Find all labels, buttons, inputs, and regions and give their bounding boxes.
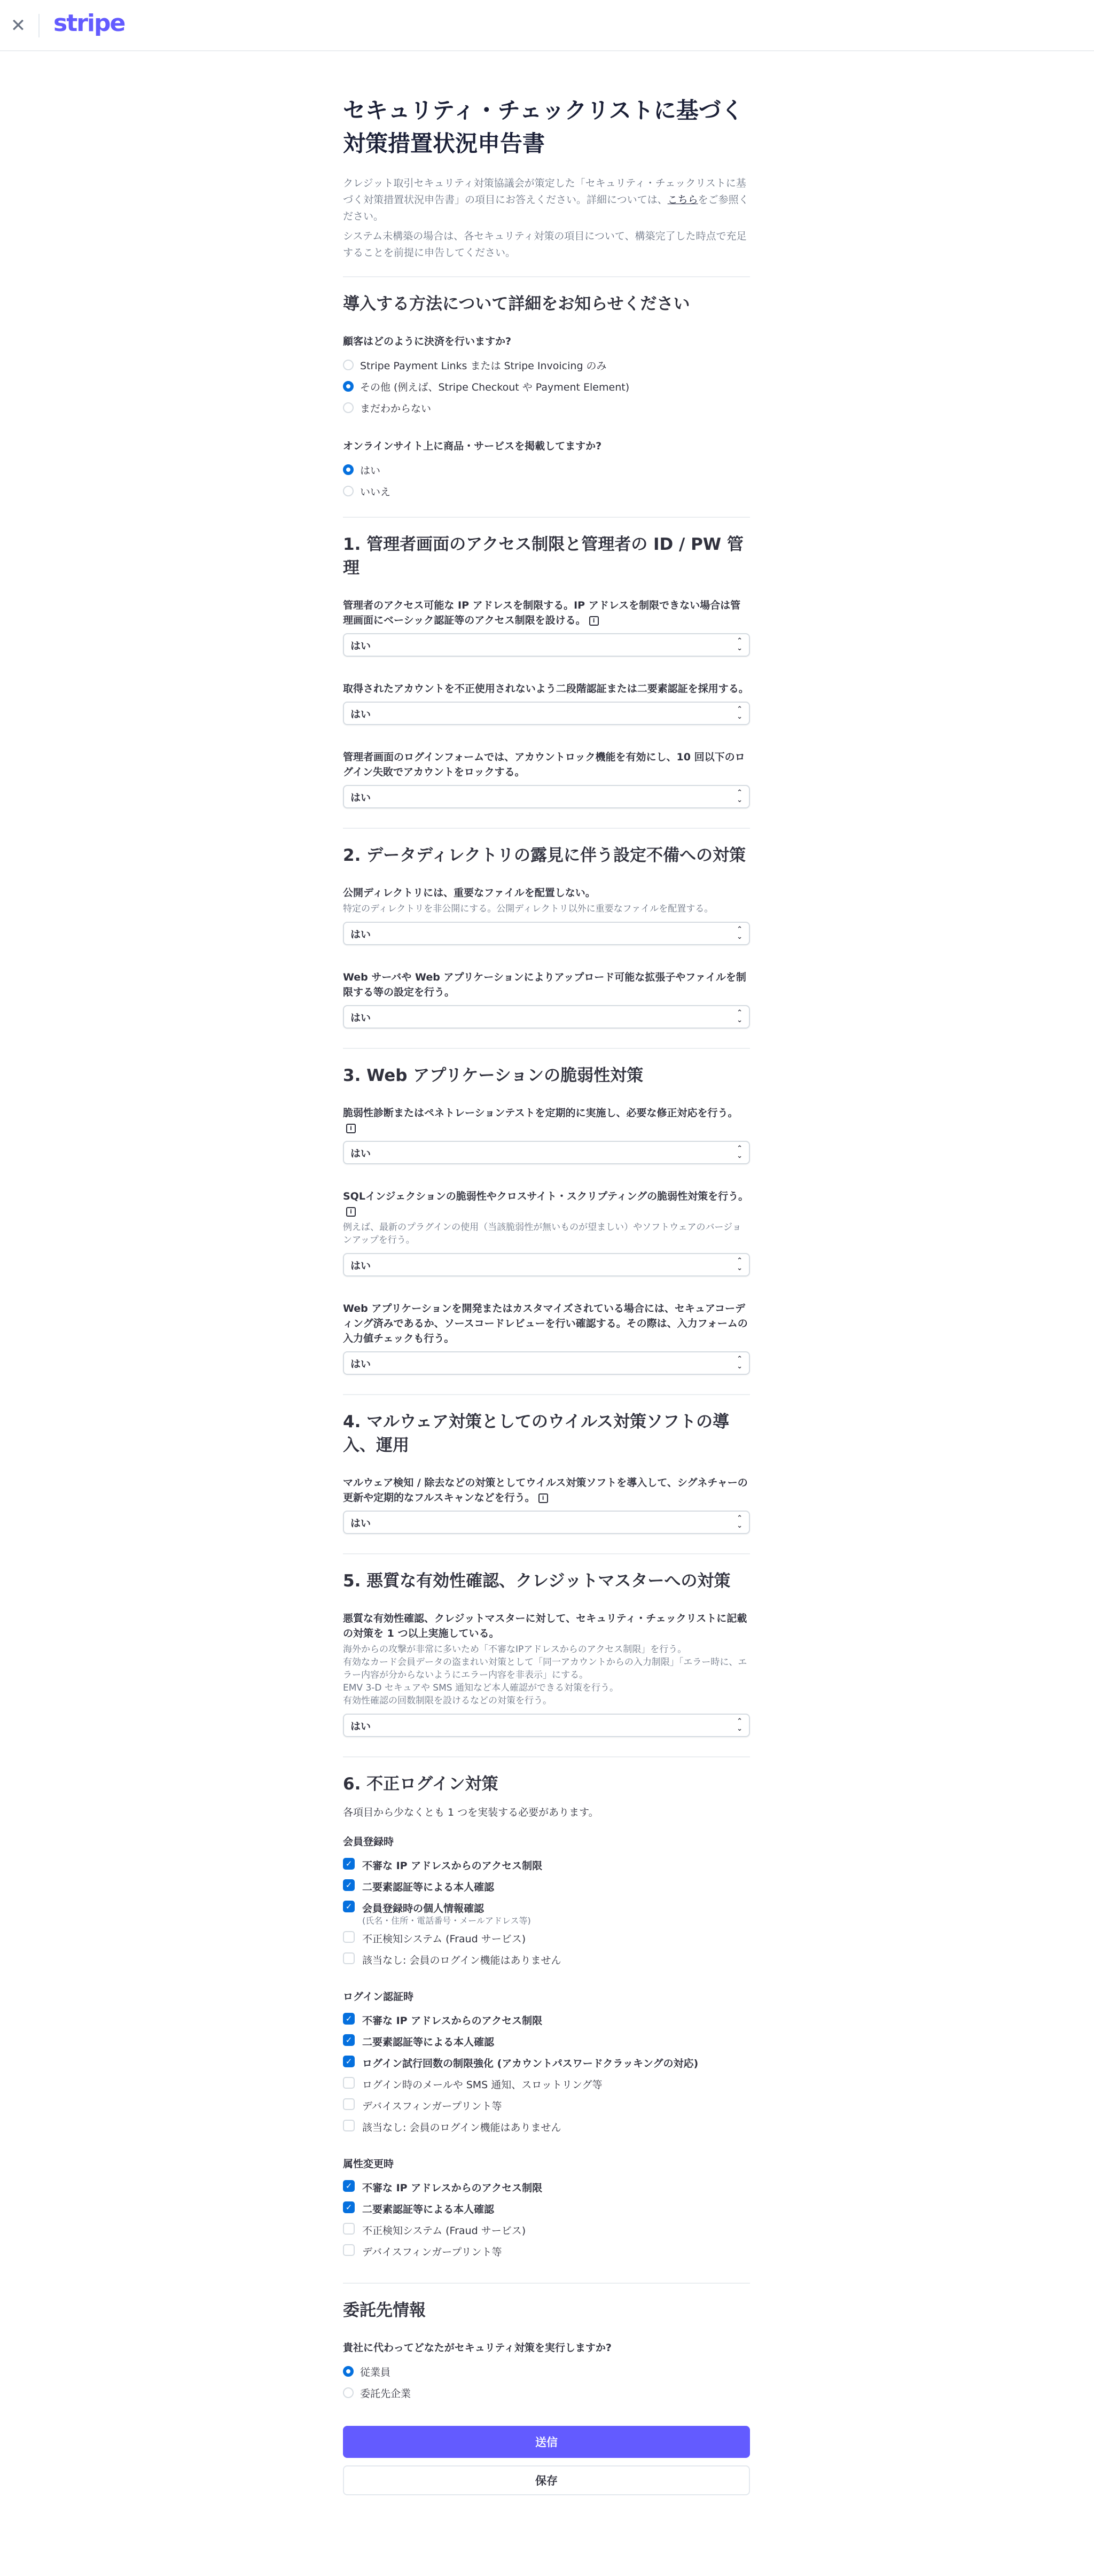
checkbox[interactable] <box>343 2098 355 2110</box>
divider <box>38 14 40 37</box>
question-description: 例えば、最新のプラグインの使用（当該脆弱性が無いものが望ましい）やソフトウェアのバージョンアップを行う。 <box>343 1222 741 1246</box>
question-label: 顧客はどのように決済を行いますか? <box>343 336 512 347</box>
info-icon[interactable]: i <box>589 616 599 626</box>
group-label: 会員登録時 <box>343 1836 394 1848</box>
checkbox-option[interactable]: ✓ 不審な IP アドレスからのアクセス制限 <box>343 1854 750 1875</box>
section-title-5: 5. 悪質な有効性確認、クレジットマスターへの対策 <box>343 1571 731 1591</box>
question-label: 悪質な有効性確認、クレジットマスターに対して、セキュリティ・チェックリストに記載の対策を 1 つ以上実施している。 <box>343 1613 747 1639</box>
checkbox-option[interactable]: ✓ ログイン試行回数の制限強化 (アカウントパスワードクラッキングの対応) <box>343 2051 750 2073</box>
checkbox-option[interactable]: ✓ 不審な IP アドレスからのアクセス制限 <box>343 2176 750 2197</box>
group-label: ログイン認証時 <box>343 1991 414 2003</box>
question-label: Web サーバや Web アプリケーションによりアップロード可能な拡張子やファイルを制限する等の設定を行う。 <box>343 971 746 998</box>
checkbox[interactable]: ✓ <box>343 2180 355 2192</box>
checkbox-option[interactable]: デバイスフィンガープリント等 <box>343 2240 750 2261</box>
answer-select[interactable]: はい ⌃ ⌄ <box>343 1714 750 1737</box>
question-label: マルウェア検知 / 除去などの対策としてウイルス対策ソフトを導入して、シグネチャーの更新や定期的なフルスキャンなどを行う。 i <box>343 1477 748 1504</box>
section-title-2: 2. データディレクトリの露見に伴う設定不備への対策 <box>343 846 746 865</box>
section-title-method: 導入する方法について詳細をお知らせください <box>343 294 690 314</box>
checkbox[interactable] <box>343 2120 355 2131</box>
question-description: 特定のディレクトリを非公開にする。公開ディレクトリ以外に重要なファイルを配置する。 <box>343 904 714 914</box>
chevron-up-down-icon: ⌃ ⌄ <box>737 1717 743 1733</box>
info-icon[interactable]: i <box>346 1207 356 1217</box>
payment-method-radio-group <box>343 354 750 418</box>
radio-button[interactable] <box>343 360 354 370</box>
section-title-4: 4. マルウェア対策としてのウイルス対策ソフトの導入、運用 <box>343 1412 730 1455</box>
form-container <box>343 94 750 2495</box>
checkbox-option[interactable]: ✓ 二要素認証等による本人確認 <box>343 1875 750 1896</box>
question-label: SQLインジェクションの脆弱性やクロスサイト・スクリプティングの脆弱性対策を行う。i <box>343 1189 750 1219</box>
radio-option[interactable]: Stripe Payment Links または Stripe Invoicing のみ <box>343 354 750 376</box>
save-button[interactable]: 保存 <box>343 2465 750 2495</box>
chevron-up-down-icon: ⌃ ⌄ <box>737 1355 743 1371</box>
delegate-radio-group <box>343 2361 750 2403</box>
radio-option[interactable]: まだわからない <box>343 397 750 418</box>
checkbox[interactable]: ✓ <box>343 2034 355 2046</box>
checkbox[interactable] <box>343 2223 355 2235</box>
checkbox-option[interactable]: ✓ 二要素認証等による本人確認 <box>343 2197 750 2219</box>
question-label: Web アプリケーションを開発またはカスタマイズされている場合には、セキュアコーディング済みであるか、ソースコードレビューを行い確認する。その際は、入力フォームの入力値チェックも行う。 <box>343 1303 748 1344</box>
answer-select[interactable]: はい ⌃ ⌄ <box>343 922 750 945</box>
top-bar <box>0 0 1094 51</box>
checkbox-option[interactable]: ✓ 会員登録時の個人情報確認 (氏名・住所・電話番号・メールアドレス等) <box>343 1896 750 1927</box>
radio-option[interactable]: いいえ <box>343 480 750 502</box>
section-title-6: 6. 不正ログイン対策 <box>343 1775 498 1794</box>
checkbox-option[interactable]: デバイスフィンガープリント等 <box>343 2094 750 2115</box>
question-label: 脆弱性診断またはペネトレーションテストを定期的に実施し、必要な修正対応を行う。i <box>343 1106 750 1135</box>
intro-text: クレジット取引セキュリティ対策協議会が策定した「セキュリティ・チェックリストに基づく対策措置状況申告書」の項目にお答えください。詳細については、こちらをご参照ください。 <box>343 177 749 222</box>
checkbox[interactable]: ✓ <box>343 2201 355 2213</box>
radio-option[interactable]: その他 (例えば、Stripe Checkout や Payment Element) <box>343 376 750 397</box>
info-icon[interactable]: i <box>346 1124 356 1133</box>
answer-select[interactable]: はい ⌃ ⌄ <box>343 1005 750 1029</box>
answer-select[interactable]: はい ⌃ ⌄ <box>343 633 750 657</box>
chevron-up-down-icon: ⌃ ⌄ <box>737 1257 743 1272</box>
question-label: 取得されたアカウントを不正使用されないよう二段階認証または二要素認証を採用する。 <box>343 683 749 695</box>
checkbox-option[interactable]: 該当なし: 会員のログイン機能はありません <box>343 2115 750 2137</box>
section-title-1: 1. 管理者画面のアクセス制限と管理者の ID / PW 管理 <box>343 535 744 578</box>
answer-select[interactable]: はい ⌃ ⌄ <box>343 1351 750 1375</box>
chevron-up-down-icon: ⌃ ⌄ <box>737 1009 743 1024</box>
chevron-up-down-icon: ⌃ ⌄ <box>737 925 743 941</box>
checkbox-option[interactable]: ✓ 不審な IP アドレスからのアクセス制限 <box>343 2009 750 2030</box>
checkbox[interactable]: ✓ <box>343 1901 355 1912</box>
answer-select[interactable]: はい ⌃ ⌄ <box>343 1141 750 1164</box>
close-icon[interactable]: ✕ <box>10 15 26 36</box>
answer-select[interactable]: はい ⌃ ⌄ <box>343 785 750 808</box>
checkbox[interactable]: ✓ <box>343 2013 355 2025</box>
details-link[interactable]: こちら <box>667 194 698 206</box>
checkbox[interactable]: ✓ <box>343 2056 355 2067</box>
page-title: セキュリティ・チェックリストに基づく対策措置状況申告書 <box>343 97 744 157</box>
listing-radio-group <box>343 459 750 502</box>
checkbox[interactable] <box>343 2077 355 2089</box>
info-icon[interactable]: i <box>538 1493 548 1503</box>
checkbox[interactable]: ✓ <box>343 1858 355 1870</box>
chevron-up-down-icon: ⌃ ⌄ <box>737 1145 743 1160</box>
answer-select[interactable]: はい ⌃ ⌄ <box>343 1511 750 1534</box>
radio-button[interactable] <box>343 2387 354 2398</box>
question-label: 貴社に代わってどなたがセキュリティ対策を実行しますか? <box>343 2342 612 2354</box>
checkbox-option[interactable]: 不正検知システム (Fraud サービス) <box>343 2219 750 2240</box>
question-label: 公開ディレクトリには、重要なファイルを配置しない。 <box>343 887 596 899</box>
submit-button[interactable]: 送信 <box>343 2426 750 2458</box>
chevron-up-down-icon: ⌃ ⌄ <box>737 1514 743 1530</box>
checkbox[interactable] <box>343 1952 355 1964</box>
checkbox-option[interactable]: ログイン時のメールや SMS 通知、スロットリング等 <box>343 2073 750 2094</box>
checkbox-option[interactable]: ✓ 二要素認証等による本人確認 <box>343 2030 750 2051</box>
radio-button[interactable] <box>343 381 354 392</box>
question-label: 管理者のアクセス可能な IP アドレスを制限する。IP アドレスを制限できない場合は管理画面にベーシック認証等のアクセス制限を設ける。 i <box>343 600 741 626</box>
question-description: 海外からの攻撃が非常に多いため「不審なIPアドレスからのアクセス制限」を行う。 有効なカード会員データの盗まれい対策として「同一アカウントからの入力制限」「エラー時に、エラー内容が分からないようにエラー内容を非表示」にする。 EMV 3-D セキュアや SMS 通知など本人確認ができる対策を行う。 有効性確認の回数制限を設けるなどの対策を行う。 <box>343 1644 747 1706</box>
answer-select[interactable]: はい ⌃ ⌄ <box>343 702 750 725</box>
radio-button[interactable] <box>343 486 354 496</box>
radio-button[interactable] <box>343 402 354 413</box>
radio-option[interactable]: 委託先企業 <box>343 2382 750 2403</box>
stripe-logo: stripe <box>53 10 125 37</box>
checkbox-option[interactable]: 不正検知システム (Fraud サービス) <box>343 1927 750 1948</box>
group-label: 属性変更時 <box>343 2158 394 2170</box>
chevron-up-down-icon: ⌃ ⌄ <box>737 789 743 804</box>
question-label: オンラインサイト上に商品・サービスを掲載してますか? <box>343 440 602 452</box>
section-title-3: 3. Web アプリケーションの脆弱性対策 <box>343 1066 644 1085</box>
radio-button[interactable] <box>343 464 354 475</box>
chevron-up-down-icon: ⌃ ⌄ <box>737 705 743 721</box>
section-note: 各項目から少なくとも 1 つを実装する必要があります。 <box>343 1807 599 1818</box>
checkbox-option[interactable]: 該当なし: 会員のログイン機能はありません <box>343 1948 750 1970</box>
question-label: 管理者画面のログインフォームでは、アカウントロック機能を有効にし、10 回以下のログイン失敗でアカウントをロックする。 <box>343 751 745 778</box>
radio-button[interactable] <box>343 2366 354 2377</box>
answer-select[interactable]: はい ⌃ ⌄ <box>343 1253 750 1277</box>
checkbox[interactable] <box>343 2244 355 2256</box>
chevron-up-down-icon: ⌃ ⌄ <box>737 637 743 652</box>
radio-option[interactable]: はい <box>343 459 750 480</box>
radio-option[interactable]: 従業員 <box>343 2361 750 2382</box>
checkbox[interactable] <box>343 1931 355 1943</box>
section-title-delegate: 委託先情報 <box>343 2301 426 2320</box>
checkbox[interactable]: ✓ <box>343 1879 355 1891</box>
intro-note: システム未構築の場合は、各セキュリティ対策の項目について、構築完了した時点で充足することを前提に申告してください。 <box>343 230 747 259</box>
